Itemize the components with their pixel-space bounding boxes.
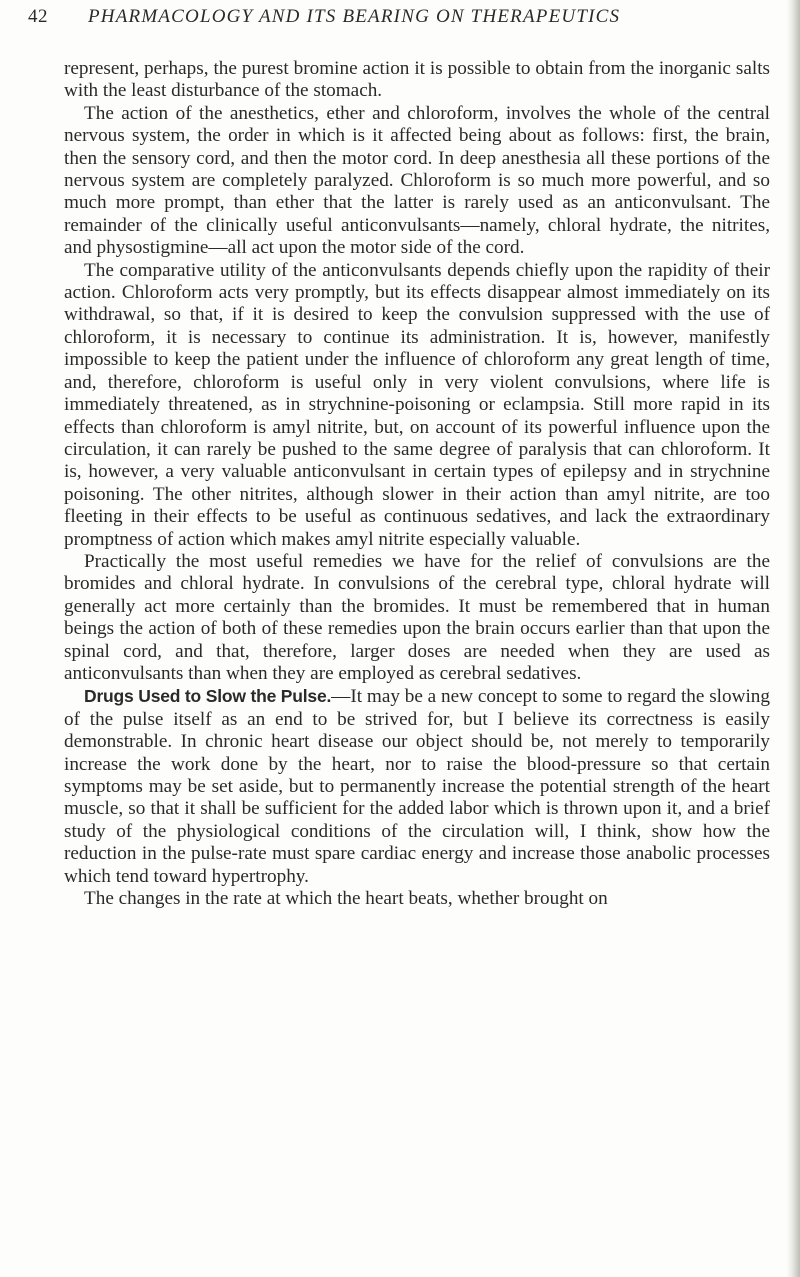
body-text xyxy=(64,58,770,910)
running-title: PHARMACOLOGY AND ITS BEARING ON THERAPEUTICS xyxy=(88,6,621,27)
paragraph-final-line: The changes in the rate at which the heart beats, whether brought on xyxy=(84,888,608,910)
page-edge-shadow xyxy=(786,0,800,1277)
paragraph-comparative-utility: The comparative utility of the anticonvulsants depends chiefly upon the rapidity of their action. Chloroform acts very promptly, but its effects disappear almost immediately on its withdrawal, so that, if it is desired to keep the convulsion suppressed with the use of chloroform, it is necessary to continue its administration. It is, however, manifestly impossible to keep the patient under the influence of chloroform any great length of time, and, therefore, chloroform is useful only in very violent convulsions, where life is immediately threatened, as in strychnine-poisoning or eclampsia. Still more rapid in its effects than chloroform is amyl nitrite, but, on account of its powerful influence upon the circulation, it can rarely be pushed to the same degree of paralysis that can chloroform. It is, however, a very valuable anticonvulsant in certain types of epilepsy and in strychnine poisoning. The other nitrites, although slower in their action than amyl nitrite, are too fleeting in their effects to be useful as continuous sedatives, and lack the extraordinary promptness of action which makes amyl nitrite especially valuable. xyxy=(64,259,770,550)
section-subheading: Drugs Used to Slow the Pulse. xyxy=(84,686,332,707)
paragraph-bromides-chloral: Practically the most useful remedies we have for the relief of convulsions are the bromides and chloral hydrate. In convulsions of the cerebral type, chloral hydrate will generally act more certainly than the bromides. It must be remembered that in human beings the action of both of these remedies upon the brain occurs earlier than that upon the spinal cord, and that, therefore, larger doses are needed when they are used as anticonvulsants than when they are employed as cerebral sedatives. xyxy=(64,550,770,684)
paragraph-pulse-slowing xyxy=(64,685,770,888)
running-header xyxy=(28,6,728,40)
paragraph-continued: represent, perhaps, the purest bromine action it is possible to obtain from the inorganic salts with the least disturbance of the stomach. xyxy=(64,58,770,102)
paragraph-anesthetics: The action of the anesthetics, ether and chloroform, involves the whole of the central nervous system, the order in which is it affected being about as follows: first, the brain, then the sensory cord, and then the motor cord. In deep anesthesia all these portions of the nervous system are completely paralyzed. Chloroform is so much more powerful, and so much more prompt, than ether that the latter is rarely used as an anticonvulsant. The remainder of the clinically useful anticonvulsants—namely, chloral hydrate, the nitrites, and physostigmine—all act upon the motor side of the cord. xyxy=(64,102,770,259)
section-text: —It may be a new concept to some to regard the slowing of the pulse itself as an end to be strived for, but I believe its correctness is easily demonstrable. In chronic heart disease our object should be, not merely to temporarily increase the work done by the heart, nor to raise the blood-pressure so that certain symptoms may be set aside, but to permanently increase the potential strength of the heart muscle, so that it shall be sufficient for the added labor which is thrown upon it, and a brief study of the physiological conditions of the circulation will, I think, show how the reduction in the pulse-rate must spare cardiac energy and increase those anabolic processes which tend toward hypertrophy. xyxy=(64,686,770,887)
page-number: 42 xyxy=(28,6,48,27)
